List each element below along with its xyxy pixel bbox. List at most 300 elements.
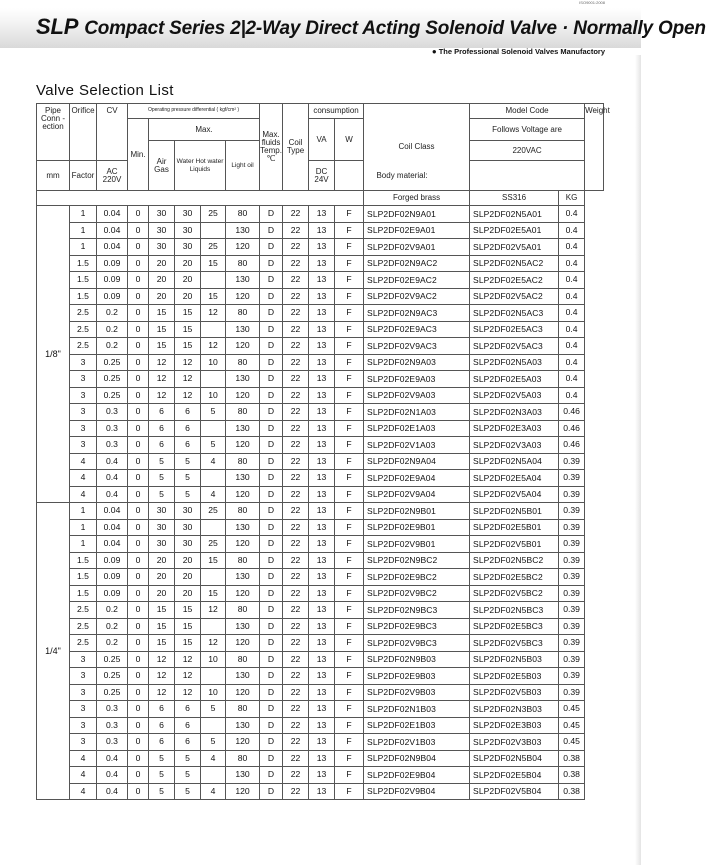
cv-cell: 0.2 <box>97 618 128 635</box>
orifice-cell: 3 <box>70 717 97 734</box>
header-va: VA <box>309 119 335 161</box>
min-cell: 0 <box>128 585 149 602</box>
title-banner <box>0 8 706 48</box>
w-cell: 13 <box>309 272 335 289</box>
orifice-cell: 2.5 <box>70 602 97 619</box>
temp-cell: 80 <box>226 404 260 421</box>
coil-class-cell: F <box>335 486 364 503</box>
weight-cell: 0.4 <box>559 255 585 272</box>
model-ss316-cell: SLP2DF02V5B03 <box>470 684 559 701</box>
temp-cell: 120 <box>226 288 260 305</box>
page-title <box>36 14 706 40</box>
coil-class-cell: F <box>335 734 364 751</box>
coil-class-cell: F <box>335 569 364 586</box>
table-row <box>37 734 604 751</box>
min-cell: 0 <box>128 734 149 751</box>
model-ss316-cell: SLP2DF02N5A04 <box>470 453 559 470</box>
table-row <box>37 635 604 652</box>
temp-cell: 130 <box>226 519 260 536</box>
coil-type-cell: D <box>260 354 283 371</box>
model-ss316-cell: SLP2DF02N3A03 <box>470 404 559 421</box>
orifice-cell: 2.5 <box>70 321 97 338</box>
max-air-cell: 30 <box>149 239 175 256</box>
temp-cell: 120 <box>226 684 260 701</box>
w-cell: 13 <box>309 453 335 470</box>
coil-class-cell: F <box>335 371 364 388</box>
w-cell: 13 <box>309 321 335 338</box>
coil-type-cell: D <box>260 783 283 800</box>
min-cell: 0 <box>128 750 149 767</box>
orifice-cell: 2.5 <box>70 305 97 322</box>
max-air-cell: 30 <box>149 222 175 239</box>
orifice-cell: 1 <box>70 519 97 536</box>
va-cell: 22 <box>283 602 309 619</box>
coil-type-cell: D <box>260 602 283 619</box>
max-air-cell: 15 <box>149 635 175 652</box>
coil-class-cell: F <box>335 668 364 685</box>
max-oil-cell: 12 <box>201 338 226 355</box>
temp-cell: 80 <box>226 651 260 668</box>
table-row <box>37 321 604 338</box>
weight-cell: 0.46 <box>559 420 585 437</box>
coil-type-cell: D <box>260 569 283 586</box>
table-row <box>37 602 604 619</box>
coil-class-cell: F <box>335 750 364 767</box>
max-oil-cell <box>201 717 226 734</box>
table-row <box>37 354 604 371</box>
cv-cell: 0.04 <box>97 536 128 553</box>
min-cell: 0 <box>128 206 149 223</box>
max-oil-cell: 15 <box>201 552 226 569</box>
w-cell: 13 <box>309 371 335 388</box>
model-ss316-cell: SLP2DF02E5A04 <box>470 470 559 487</box>
va-cell: 22 <box>283 354 309 371</box>
coil-type-cell: D <box>260 371 283 388</box>
coil-type-cell: D <box>260 404 283 421</box>
max-oil-cell: 12 <box>201 635 226 652</box>
model-ss316-cell: SLP2DF02V5A04 <box>470 486 559 503</box>
coil-class-cell: F <box>335 206 364 223</box>
cv-cell: 0.25 <box>97 684 128 701</box>
max-oil-cell: 5 <box>201 701 226 718</box>
min-cell: 0 <box>128 371 149 388</box>
weight-cell: 0.39 <box>559 503 585 520</box>
weight-cell: 0.39 <box>559 569 585 586</box>
max-water-cell: 6 <box>175 404 201 421</box>
orifice-cell: 1 <box>70 536 97 553</box>
w-cell: 13 <box>309 618 335 635</box>
model-ss316-cell: SLP2DF02V5B04 <box>470 783 559 800</box>
weight-cell: 0.39 <box>559 552 585 569</box>
header-weight: Weight <box>585 104 604 191</box>
table-row <box>37 569 604 586</box>
cv-cell: 0.3 <box>97 701 128 718</box>
model-brass-cell: SLP2DF02E9B04 <box>364 767 470 784</box>
model-brass-cell: SLP2DF02V9B04 <box>364 783 470 800</box>
model-ss316-cell: SLP2DF02V5BC2 <box>470 585 559 602</box>
model-brass-cell: SLP2DF02E1B03 <box>364 717 470 734</box>
weight-cell: 0.4 <box>559 288 585 305</box>
header-follows-voltage: Follows Voltage are <box>470 119 585 141</box>
coil-class-cell: F <box>335 255 364 272</box>
max-water-cell: 20 <box>175 585 201 602</box>
va-cell: 22 <box>283 420 309 437</box>
model-ss316-cell: SLP2DF02V5A03 <box>470 387 559 404</box>
max-oil-cell: 25 <box>201 503 226 520</box>
w-cell: 13 <box>309 404 335 421</box>
min-cell: 0 <box>128 519 149 536</box>
max-water-cell: 20 <box>175 255 201 272</box>
coil-class-cell: F <box>335 239 364 256</box>
w-cell: 13 <box>309 569 335 586</box>
min-cell: 0 <box>128 387 149 404</box>
orifice-cell: 3 <box>70 404 97 421</box>
weight-cell: 0.4 <box>559 222 585 239</box>
max-oil-cell <box>201 222 226 239</box>
max-water-cell: 12 <box>175 668 201 685</box>
max-water-cell: 6 <box>175 701 201 718</box>
min-cell: 0 <box>128 239 149 256</box>
model-ss316-cell: SLP2DF02E5B04 <box>470 767 559 784</box>
w-cell: 13 <box>309 519 335 536</box>
series-title: Compact Series 2|2-Way Direct Acting Solenoid Valve · Normally Open <box>84 18 706 39</box>
weight-cell: 0.45 <box>559 734 585 751</box>
header-cv-factor: Factor <box>70 161 97 191</box>
va-cell: 22 <box>283 750 309 767</box>
model-brass-cell: SLP2DF02E9AC3 <box>364 321 470 338</box>
model-brass-cell: SLP2DF02V9BC3 <box>364 635 470 652</box>
va-cell: 22 <box>283 783 309 800</box>
orifice-cell: 3 <box>70 371 97 388</box>
weight-cell: 0.39 <box>559 536 585 553</box>
weight-cell: 0.39 <box>559 519 585 536</box>
coil-class-cell: F <box>335 651 364 668</box>
cv-cell: 0.04 <box>97 503 128 520</box>
max-oil-cell <box>201 470 226 487</box>
coil-class-cell: F <box>335 767 364 784</box>
max-oil-cell: 15 <box>201 255 226 272</box>
table-row <box>37 552 604 569</box>
header-spacer <box>37 191 364 206</box>
min-cell: 0 <box>128 767 149 784</box>
header-operating-pressure: Operating pressure differential ( kgf/cm² ) <box>128 104 260 119</box>
min-cell: 0 <box>128 668 149 685</box>
max-oil-cell: 25 <box>201 206 226 223</box>
min-cell: 0 <box>128 569 149 586</box>
w-cell: 13 <box>309 684 335 701</box>
cv-cell: 0.25 <box>97 354 128 371</box>
max-oil-cell <box>201 272 226 289</box>
cv-cell: 0.4 <box>97 750 128 767</box>
w-cell: 13 <box>309 767 335 784</box>
w-cell: 13 <box>309 206 335 223</box>
max-water-cell: 30 <box>175 536 201 553</box>
weight-cell: 0.4 <box>559 321 585 338</box>
iso-certification: ISO9001:2008 <box>579 0 605 5</box>
cv-cell: 0.2 <box>97 338 128 355</box>
coil-class-cell: F <box>335 602 364 619</box>
header-water-liquids: Water Hot water Liquids <box>175 141 226 191</box>
max-air-cell: 30 <box>149 536 175 553</box>
max-air-cell: 15 <box>149 618 175 635</box>
model-ss316-cell: SLP2DF02E5B01 <box>470 519 559 536</box>
max-water-cell: 12 <box>175 387 201 404</box>
max-oil-cell <box>201 668 226 685</box>
max-water-cell: 5 <box>175 750 201 767</box>
temp-cell: 130 <box>226 222 260 239</box>
coil-type-cell: D <box>260 305 283 322</box>
coil-type-cell: D <box>260 453 283 470</box>
min-cell: 0 <box>128 635 149 652</box>
weight-cell: 0.4 <box>559 354 585 371</box>
valve-rows <box>37 206 604 800</box>
model-ss316-cell: SLP2DF02V5A01 <box>470 239 559 256</box>
weight-cell: 0.4 <box>559 387 585 404</box>
va-cell: 22 <box>283 437 309 454</box>
table-row <box>37 404 604 421</box>
table-row <box>37 338 604 355</box>
model-ss316-cell: SLP2DF02E5AC2 <box>470 272 559 289</box>
orifice-cell: 3 <box>70 387 97 404</box>
max-water-cell: 6 <box>175 734 201 751</box>
cv-cell: 0.2 <box>97 305 128 322</box>
model-brass-cell: SLP2DF02V1A03 <box>364 437 470 454</box>
orifice-cell: 3 <box>70 668 97 685</box>
table-row <box>37 536 604 553</box>
max-water-cell: 5 <box>175 486 201 503</box>
cv-cell: 0.3 <box>97 437 128 454</box>
w-cell: 13 <box>309 635 335 652</box>
max-air-cell: 15 <box>149 602 175 619</box>
max-water-cell: 20 <box>175 569 201 586</box>
model-brass-cell: SLP2DF02V9A03 <box>364 387 470 404</box>
model-ss316-cell: SLP2DF02E5BC3 <box>470 618 559 635</box>
coil-type-cell: D <box>260 536 283 553</box>
cv-cell: 0.09 <box>97 569 128 586</box>
model-ss316-cell: SLP2DF02N5AC2 <box>470 255 559 272</box>
cv-cell: 0.04 <box>97 519 128 536</box>
weight-cell: 0.39 <box>559 602 585 619</box>
min-cell: 0 <box>128 222 149 239</box>
cv-cell: 0.2 <box>97 602 128 619</box>
max-air-cell: 5 <box>149 783 175 800</box>
temp-cell: 120 <box>226 536 260 553</box>
model-ss316-cell: SLP2DF02V3A03 <box>470 437 559 454</box>
table-row <box>37 503 604 520</box>
coil-class-cell: F <box>335 354 364 371</box>
orifice-cell: 4 <box>70 783 97 800</box>
weight-cell: 0.4 <box>559 206 585 223</box>
section-title: Valve Selection List <box>36 82 174 99</box>
w-cell: 13 <box>309 387 335 404</box>
cv-cell: 0.3 <box>97 420 128 437</box>
table-row <box>37 767 604 784</box>
model-ss316-cell: SLP2DF02N5A01 <box>470 206 559 223</box>
coil-type-cell: D <box>260 750 283 767</box>
min-cell: 0 <box>128 453 149 470</box>
temp-cell: 130 <box>226 272 260 289</box>
va-cell: 22 <box>283 684 309 701</box>
pipe-connection-cell: 1/8" <box>37 206 70 503</box>
max-water-cell: 5 <box>175 470 201 487</box>
weight-cell: 0.38 <box>559 783 585 800</box>
orifice-cell: 2.5 <box>70 618 97 635</box>
max-air-cell: 5 <box>149 767 175 784</box>
orifice-cell: 1 <box>70 239 97 256</box>
model-brass-cell: SLP2DF02N9A03 <box>364 354 470 371</box>
orifice-cell: 4 <box>70 453 97 470</box>
min-cell: 0 <box>128 255 149 272</box>
min-cell: 0 <box>128 354 149 371</box>
model-brass-cell: SLP2DF02E9B03 <box>364 668 470 685</box>
temp-cell: 130 <box>226 470 260 487</box>
coil-type-cell: D <box>260 222 283 239</box>
model-brass-cell: SLP2DF02E9BC2 <box>364 569 470 586</box>
model-brass-cell: SLP2DF02E9A03 <box>364 371 470 388</box>
tagline <box>432 47 605 56</box>
min-cell: 0 <box>128 503 149 520</box>
temp-cell: 120 <box>226 734 260 751</box>
w-cell: 13 <box>309 222 335 239</box>
model-ss316-cell: SLP2DF02E5A03 <box>470 371 559 388</box>
weight-cell: 0.39 <box>559 470 585 487</box>
coil-type-cell: D <box>260 552 283 569</box>
va-cell: 22 <box>283 618 309 635</box>
header-forged-brass: Forged brass <box>364 191 470 206</box>
table-row <box>37 387 604 404</box>
coil-class-cell: F <box>335 338 364 355</box>
max-water-cell: 6 <box>175 420 201 437</box>
max-water-cell: 20 <box>175 288 201 305</box>
min-cell: 0 <box>128 404 149 421</box>
max-water-cell: 6 <box>175 717 201 734</box>
va-cell: 22 <box>283 585 309 602</box>
weight-cell: 0.39 <box>559 585 585 602</box>
orifice-cell: 4 <box>70 767 97 784</box>
max-water-cell: 15 <box>175 618 201 635</box>
coil-class-cell: F <box>335 618 364 635</box>
model-brass-cell: SLP2DF02N9BC2 <box>364 552 470 569</box>
model-ss316-cell: SLP2DF02E3A03 <box>470 420 559 437</box>
model-brass-cell: SLP2DF02N9A04 <box>364 453 470 470</box>
w-cell: 13 <box>309 420 335 437</box>
coil-class-cell: F <box>335 420 364 437</box>
coil-type-cell: D <box>260 618 283 635</box>
max-air-cell: 30 <box>149 206 175 223</box>
coil-class-cell: F <box>335 305 364 322</box>
table-row <box>37 288 604 305</box>
va-cell: 22 <box>283 635 309 652</box>
model-brass-cell: SLP2DF02V9AC2 <box>364 288 470 305</box>
max-air-cell: 12 <box>149 668 175 685</box>
header-air-gas: Air Gas <box>149 141 175 191</box>
va-cell: 22 <box>283 371 309 388</box>
max-water-cell: 12 <box>175 354 201 371</box>
temp-cell: 130 <box>226 569 260 586</box>
model-brass-cell: SLP2DF02V9A04 <box>364 486 470 503</box>
temp-cell: 80 <box>226 453 260 470</box>
max-oil-cell: 4 <box>201 783 226 800</box>
max-air-cell: 20 <box>149 552 175 569</box>
cv-cell: 0.25 <box>97 371 128 388</box>
model-brass-cell: SLP2DF02N1B03 <box>364 701 470 718</box>
orifice-cell: 1.5 <box>70 552 97 569</box>
max-water-cell: 5 <box>175 453 201 470</box>
table-row <box>37 701 604 718</box>
max-oil-cell <box>201 420 226 437</box>
w-cell: 13 <box>309 668 335 685</box>
coil-class-cell: F <box>335 288 364 305</box>
header-max-fluids-temp: Max. fluids Temp. ℃ <box>260 104 283 191</box>
temp-cell: 130 <box>226 321 260 338</box>
coil-class-cell: F <box>335 453 364 470</box>
w-cell: 13 <box>309 651 335 668</box>
table-row <box>37 684 604 701</box>
max-air-cell: 5 <box>149 453 175 470</box>
orifice-cell: 4 <box>70 750 97 767</box>
model-ss316-cell: SLP2DF02N5A03 <box>470 354 559 371</box>
coil-type-cell: D <box>260 519 283 536</box>
header-ac-220v: AC 220V <box>97 161 128 191</box>
tagline-text: The Professional Solenoid Valves Manufactory <box>438 47 605 56</box>
va-cell: 22 <box>283 404 309 421</box>
max-oil-cell: 10 <box>201 651 226 668</box>
min-cell: 0 <box>128 651 149 668</box>
va-cell: 22 <box>283 734 309 751</box>
coil-type-cell: D <box>260 420 283 437</box>
coil-class-cell: F <box>335 717 364 734</box>
model-brass-cell: SLP2DF02E1A03 <box>364 420 470 437</box>
min-cell: 0 <box>128 305 149 322</box>
table-row <box>37 239 604 256</box>
weight-cell: 0.46 <box>559 404 585 421</box>
cv-cell: 0.25 <box>97 387 128 404</box>
min-cell: 0 <box>128 420 149 437</box>
header-coil-type: Coil Type <box>283 104 309 191</box>
header-w: W <box>335 119 364 161</box>
w-cell: 13 <box>309 503 335 520</box>
model-brass-cell: SLP2DF02E9AC2 <box>364 272 470 289</box>
w-cell: 13 <box>309 602 335 619</box>
model-ss316-cell: SLP2DF02N3B03 <box>470 701 559 718</box>
va-cell: 22 <box>283 206 309 223</box>
max-water-cell: 20 <box>175 552 201 569</box>
temp-cell: 80 <box>226 552 260 569</box>
max-water-cell: 6 <box>175 437 201 454</box>
temp-cell: 120 <box>226 585 260 602</box>
cv-cell: 0.25 <box>97 651 128 668</box>
va-cell: 22 <box>283 470 309 487</box>
model-ss316-cell: SLP2DF02N5BC2 <box>470 552 559 569</box>
coil-class-cell: F <box>335 536 364 553</box>
weight-cell: 0.39 <box>559 618 585 635</box>
min-cell: 0 <box>128 602 149 619</box>
coil-type-cell: D <box>260 272 283 289</box>
max-air-cell: 20 <box>149 255 175 272</box>
table-row <box>37 470 604 487</box>
max-air-cell: 12 <box>149 684 175 701</box>
max-air-cell: 12 <box>149 354 175 371</box>
orifice-cell: 3 <box>70 701 97 718</box>
temp-cell: 120 <box>226 635 260 652</box>
min-cell: 0 <box>128 783 149 800</box>
w-cell: 13 <box>309 239 335 256</box>
brand-logo-text: SLP <box>36 14 79 39</box>
temp-cell: 120 <box>226 239 260 256</box>
coil-type-cell: D <box>260 668 283 685</box>
va-cell: 22 <box>283 519 309 536</box>
va-cell: 22 <box>283 701 309 718</box>
